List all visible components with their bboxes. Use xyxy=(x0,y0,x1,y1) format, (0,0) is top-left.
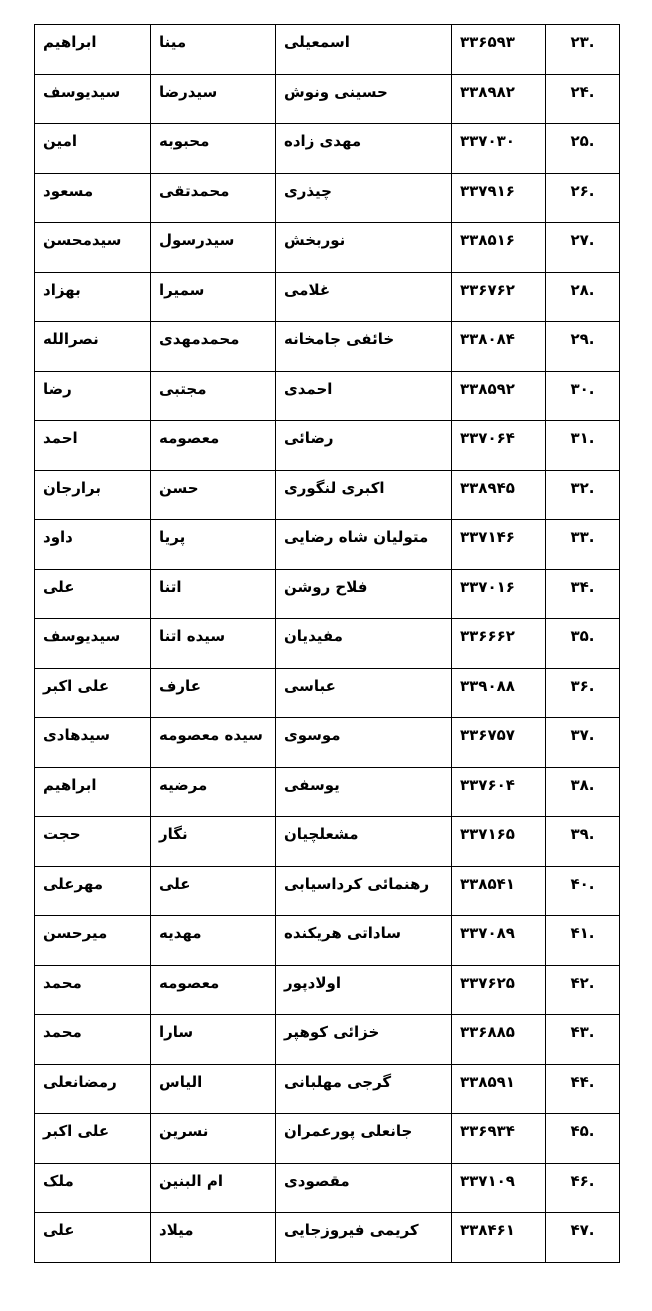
father-name-cell: علی اکبر xyxy=(35,1114,151,1164)
last-name-cell: نوربخش xyxy=(276,223,452,273)
last-name-cell: موسوی xyxy=(276,718,452,768)
row-number-cell: .۳۹ xyxy=(546,817,620,867)
student-id-cell: ۳۳۸۹۸۲ xyxy=(452,74,546,124)
last-name-cell: مفیدیان xyxy=(276,619,452,669)
last-name-cell: رضائی xyxy=(276,421,452,471)
table-row xyxy=(35,668,620,718)
table-row xyxy=(35,421,620,471)
first-name-cell: معصومه xyxy=(151,421,276,471)
student-id-cell: ۳۳۷۱۴۶ xyxy=(452,520,546,570)
last-name-cell: عباسی xyxy=(276,668,452,718)
student-id-cell: ۳۳۷۹۱۶ xyxy=(452,173,546,223)
last-name-cell: رهنمائی کرداسیابی xyxy=(276,866,452,916)
student-id-cell: ۳۳۷۰۶۴ xyxy=(452,421,546,471)
first-name-cell: نگار xyxy=(151,817,276,867)
last-name-cell: چیذری xyxy=(276,173,452,223)
first-name-cell: محمدتقی xyxy=(151,173,276,223)
table-row xyxy=(35,1114,620,1164)
table-row xyxy=(35,124,620,174)
row-number-cell: .۳۶ xyxy=(546,668,620,718)
student-id-cell: ۳۳۸۵۹۱ xyxy=(452,1064,546,1114)
first-name-cell: میلاد xyxy=(151,1213,276,1263)
last-name-cell: اکبری لنگوری xyxy=(276,470,452,520)
table-row xyxy=(35,866,620,916)
father-name-cell: بهزاد xyxy=(35,272,151,322)
student-id-cell: ۳۳۸۰۸۴ xyxy=(452,322,546,372)
last-name-cell: احمدی xyxy=(276,371,452,421)
first-name-cell: معصومه xyxy=(151,965,276,1015)
last-name-cell: خزائی کوهپر xyxy=(276,1015,452,1065)
table-row xyxy=(35,1213,620,1263)
row-number-cell: .۳۷ xyxy=(546,718,620,768)
table-row xyxy=(35,223,620,273)
row-number-cell: .۲۳ xyxy=(546,25,620,75)
last-name-cell: متولیان شاه رضایی xyxy=(276,520,452,570)
first-name-cell: سیده اتنا xyxy=(151,619,276,669)
student-id-cell: ۳۳۶۸۸۵ xyxy=(452,1015,546,1065)
first-name-cell: عارف xyxy=(151,668,276,718)
first-name-cell: مینا xyxy=(151,25,276,75)
student-id-cell: ۳۳۷۱۶۵ xyxy=(452,817,546,867)
father-name-cell: سیدمحسن xyxy=(35,223,151,273)
row-number-cell: .۲۴ xyxy=(546,74,620,124)
father-name-cell: امین xyxy=(35,124,151,174)
student-id-cell: ۳۳۶۷۵۷ xyxy=(452,718,546,768)
father-name-cell: نصرالله xyxy=(35,322,151,372)
row-number-cell: .۳۸ xyxy=(546,767,620,817)
table-row xyxy=(35,1015,620,1065)
table-row xyxy=(35,718,620,768)
first-name-cell: سیدرسول xyxy=(151,223,276,273)
first-name-cell: مهدیه xyxy=(151,916,276,966)
table-row xyxy=(35,619,620,669)
student-roster-table xyxy=(34,24,620,1263)
first-name-cell: نسرین xyxy=(151,1114,276,1164)
first-name-cell: محمدمهدی xyxy=(151,322,276,372)
first-name-cell: محبوبه xyxy=(151,124,276,174)
father-name-cell: رضا xyxy=(35,371,151,421)
row-number-cell: .۴۲ xyxy=(546,965,620,1015)
father-name-cell: سیدیوسف xyxy=(35,74,151,124)
last-name-cell: حسینی ونوش xyxy=(276,74,452,124)
row-number-cell: .۴۶ xyxy=(546,1163,620,1213)
first-name-cell: الیاس xyxy=(151,1064,276,1114)
father-name-cell: حجت xyxy=(35,817,151,867)
father-name-cell: محمد xyxy=(35,1015,151,1065)
last-name-cell: مشعلچیان xyxy=(276,817,452,867)
father-name-cell: مهرعلی xyxy=(35,866,151,916)
first-name-cell: ام البنین xyxy=(151,1163,276,1213)
first-name-cell: سارا xyxy=(151,1015,276,1065)
table-row xyxy=(35,1064,620,1114)
first-name-cell: اتنا xyxy=(151,569,276,619)
student-id-cell: ۳۳۸۵۱۶ xyxy=(452,223,546,273)
last-name-cell: غلامی xyxy=(276,272,452,322)
last-name-cell: ساداتی هریکنده xyxy=(276,916,452,966)
row-number-cell: .۴۱ xyxy=(546,916,620,966)
student-id-cell: ۳۳۷۶۲۵ xyxy=(452,965,546,1015)
father-name-cell: میرحسن xyxy=(35,916,151,966)
father-name-cell: ابراهیم xyxy=(35,767,151,817)
father-name-cell: ابراهیم xyxy=(35,25,151,75)
last-name-cell: گرجی مهلبانی xyxy=(276,1064,452,1114)
row-number-cell: .۳۵ xyxy=(546,619,620,669)
student-id-cell: ۳۳۷۱۰۹ xyxy=(452,1163,546,1213)
row-number-cell: .۲۵ xyxy=(546,124,620,174)
student-id-cell: ۳۳۸۹۴۵ xyxy=(452,470,546,520)
father-name-cell: برارجان xyxy=(35,470,151,520)
father-name-cell: داود xyxy=(35,520,151,570)
student-id-cell: ۳۳۶۷۶۲ xyxy=(452,272,546,322)
first-name-cell: سیده معصومه xyxy=(151,718,276,768)
student-id-cell: ۳۳۸۵۹۲ xyxy=(452,371,546,421)
row-number-cell: .۲۶ xyxy=(546,173,620,223)
student-id-cell: ۳۳۷۶۰۴ xyxy=(452,767,546,817)
row-number-cell: .۳۲ xyxy=(546,470,620,520)
student-id-cell: ۳۳۶۶۶۲ xyxy=(452,619,546,669)
row-number-cell: .۴۰ xyxy=(546,866,620,916)
last-name-cell: خائفی جامخانه xyxy=(276,322,452,372)
first-name-cell: سمیرا xyxy=(151,272,276,322)
first-name-cell: مجتبی xyxy=(151,371,276,421)
last-name-cell: اولادپور xyxy=(276,965,452,1015)
row-number-cell: .۲۹ xyxy=(546,322,620,372)
row-number-cell: .۲۸ xyxy=(546,272,620,322)
table-row xyxy=(35,470,620,520)
father-name-cell: علی xyxy=(35,1213,151,1263)
row-number-cell: .۳۱ xyxy=(546,421,620,471)
row-number-cell: .۲۷ xyxy=(546,223,620,273)
student-id-cell: ۳۳۷۰۱۶ xyxy=(452,569,546,619)
first-name-cell: پریا xyxy=(151,520,276,570)
table-row xyxy=(35,767,620,817)
father-name-cell: سیدهادی xyxy=(35,718,151,768)
last-name-cell: جانعلی پورعمران xyxy=(276,1114,452,1164)
student-id-cell: ۳۳۹۰۸۸ xyxy=(452,668,546,718)
father-name-cell: محمد xyxy=(35,965,151,1015)
row-number-cell: .۳۴ xyxy=(546,569,620,619)
table-row xyxy=(35,520,620,570)
row-number-cell: .۴۵ xyxy=(546,1114,620,1164)
student-id-cell: ۳۳۸۴۶۱ xyxy=(452,1213,546,1263)
row-number-cell: .۴۴ xyxy=(546,1064,620,1114)
row-number-cell: .۴۳ xyxy=(546,1015,620,1065)
table-row xyxy=(35,74,620,124)
table-row xyxy=(35,25,620,75)
roster-body xyxy=(35,25,620,1263)
father-name-cell: علی xyxy=(35,569,151,619)
student-id-cell: ۳۳۶۵۹۳ xyxy=(452,25,546,75)
last-name-cell: مهدی زاده xyxy=(276,124,452,174)
student-id-cell: ۳۳۶۹۳۴ xyxy=(452,1114,546,1164)
last-name-cell: یوسفی xyxy=(276,767,452,817)
table-row xyxy=(35,817,620,867)
father-name-cell: احمد xyxy=(35,421,151,471)
first-name-cell: حسن xyxy=(151,470,276,520)
first-name-cell: سیدرضا xyxy=(151,74,276,124)
father-name-cell: ملک xyxy=(35,1163,151,1213)
father-name-cell: سیدیوسف xyxy=(35,619,151,669)
table-row xyxy=(35,916,620,966)
last-name-cell: فلاح روشن xyxy=(276,569,452,619)
table-row xyxy=(35,569,620,619)
table-row xyxy=(35,371,620,421)
row-number-cell: .۳۰ xyxy=(546,371,620,421)
table-row xyxy=(35,1163,620,1213)
student-id-cell: ۳۳۷۰۸۹ xyxy=(452,916,546,966)
table-row xyxy=(35,322,620,372)
last-name-cell: اسمعیلی xyxy=(276,25,452,75)
first-name-cell: مرضیه xyxy=(151,767,276,817)
last-name-cell: کریمی فیروزجایی xyxy=(276,1213,452,1263)
student-id-cell: ۳۳۷۰۳۰ xyxy=(452,124,546,174)
row-number-cell: .۳۳ xyxy=(546,520,620,570)
row-number-cell: .۴۷ xyxy=(546,1213,620,1263)
table-row xyxy=(35,272,620,322)
father-name-cell: علی اکبر xyxy=(35,668,151,718)
father-name-cell: رمضانعلی xyxy=(35,1064,151,1114)
table-row xyxy=(35,965,620,1015)
student-id-cell: ۳۳۸۵۴۱ xyxy=(452,866,546,916)
table-row xyxy=(35,173,620,223)
last-name-cell: مقصودی xyxy=(276,1163,452,1213)
first-name-cell: علی xyxy=(151,866,276,916)
father-name-cell: مسعود xyxy=(35,173,151,223)
